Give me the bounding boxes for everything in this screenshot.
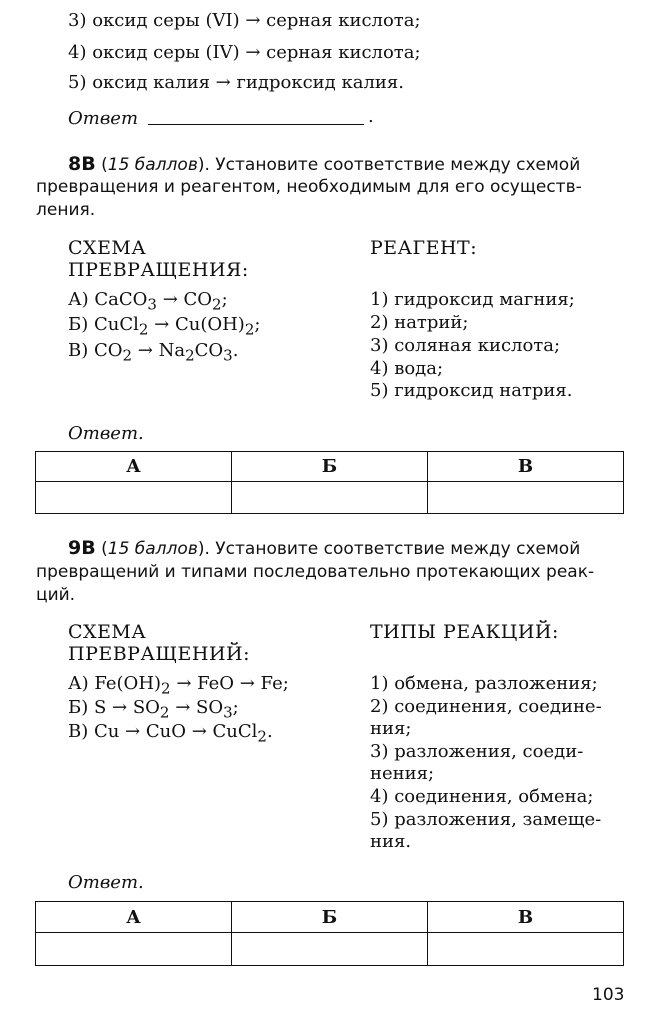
answer-label: Ответ bbox=[68, 108, 139, 129]
task9-type-5a: 5) разложения, замеще- bbox=[370, 809, 602, 830]
option-3: 3) оксид серы (VI) → серная кислота; bbox=[68, 10, 421, 31]
task8-reagent-5: 5) гидроксид натрия. bbox=[370, 380, 573, 401]
task9-answer-cell-a[interactable] bbox=[36, 933, 232, 966]
task8-reagent-2: 2) натрий; bbox=[370, 312, 469, 333]
option-5: 5) оксид калия → гидроксид калия. bbox=[68, 72, 404, 93]
task8-reagent-4: 4) вода; bbox=[370, 358, 444, 379]
task9-line3: ций. bbox=[36, 585, 76, 605]
task8-answer-table bbox=[35, 451, 624, 514]
task8-line3: ления. bbox=[36, 200, 96, 220]
task8-scheme-b: Б) CuCl$_2$ → $Cu(OH)_2$; bbox=[68, 314, 261, 339]
task8-answer-cell-c[interactable] bbox=[428, 482, 624, 514]
task9-type-3b: нения; bbox=[370, 763, 435, 784]
task9-type-2a: 2) соединения, соедине- bbox=[370, 696, 602, 717]
task9-answer-label: Ответ. bbox=[68, 872, 144, 893]
task9-line1: 9В (15 баллов). Установите соответствие между схемой bbox=[68, 537, 581, 559]
task8-right-header: РЕАГЕНТ: bbox=[370, 237, 478, 259]
task8-col-c: В bbox=[428, 452, 624, 482]
task9-col-c: В bbox=[428, 902, 624, 933]
task9-text-1: Установите соответствие между схемой bbox=[215, 539, 581, 559]
option-4: 4) оксид серы (IV) → серная кислота; bbox=[68, 42, 421, 63]
task9-type-2b: ния; bbox=[370, 718, 412, 739]
page-number: 103 bbox=[592, 985, 625, 1005]
task9-scheme-a: А) $Fe(OH)_2$ → FeO → Fe; bbox=[68, 673, 289, 698]
task9-col-a: А bbox=[36, 902, 232, 933]
task9-points: 15 баллов bbox=[107, 539, 198, 559]
task9-left-header-2: ПРЕВРАЩЕНИЙ: bbox=[68, 643, 251, 665]
task9-scheme-c: В) Cu → CuO → CuCl$_2$. bbox=[68, 721, 273, 746]
task9-right-header: ТИПЫ РЕАКЦИЙ: bbox=[370, 621, 559, 643]
task8-col-b: Б bbox=[232, 452, 428, 482]
task8-reagent-3: 3) соляная кислота; bbox=[370, 335, 561, 356]
answer-dot: . bbox=[368, 106, 374, 127]
task9-scheme-b: Б) $S \to SO_2 \to SO_3$; bbox=[68, 697, 239, 722]
task9-answer-table bbox=[35, 901, 624, 966]
task8-line1: 8В (15 баллов). Установите соответствие между схемой bbox=[68, 153, 581, 175]
task9-col-b: Б bbox=[232, 902, 428, 933]
task8-text-1: Установите соответствие между схемой bbox=[215, 155, 581, 175]
answer-blank[interactable] bbox=[148, 124, 364, 125]
task8-answer-label: Ответ. bbox=[68, 423, 144, 444]
task8-number: 8В bbox=[68, 153, 96, 175]
task8-left-header-1: СХЕМА bbox=[68, 237, 147, 259]
task8-answer-cell-a[interactable] bbox=[36, 482, 232, 514]
task9-type-1: 1) обмена, разложения; bbox=[370, 673, 598, 694]
task9-answer-cell-b[interactable] bbox=[232, 933, 428, 966]
task8-answer-cell-b[interactable] bbox=[232, 482, 428, 514]
task8-col-a: А bbox=[36, 452, 232, 482]
task9-answer-cell-c[interactable] bbox=[428, 933, 624, 966]
task8-line2: превращения и реагентом, необходимым для его осуществ- bbox=[36, 177, 582, 197]
task8-scheme-c: В) $CO_2 \to Na_2CO_3$. bbox=[68, 340, 239, 365]
task8-points: 15 баллов bbox=[107, 155, 198, 175]
task8-left-header-2: ПРЕВРАЩЕНИЯ: bbox=[68, 259, 249, 281]
task8-reagent-1: 1) гидроксид магния; bbox=[370, 289, 575, 310]
task9-left-header-1: СХЕМА bbox=[68, 621, 147, 643]
task9-type-4: 4) соединения, обмена; bbox=[370, 786, 594, 807]
task9-number: 9В bbox=[68, 537, 96, 559]
task9-type-3a: 3) разложения, соеди- bbox=[370, 741, 584, 762]
task8-scheme-a: А) CaCO$_3$ → $CO_2$; bbox=[68, 289, 228, 314]
task9-type-5b: ния. bbox=[370, 831, 412, 852]
task9-line2: превращений и типами последовательно протекающих реак- bbox=[36, 562, 595, 582]
